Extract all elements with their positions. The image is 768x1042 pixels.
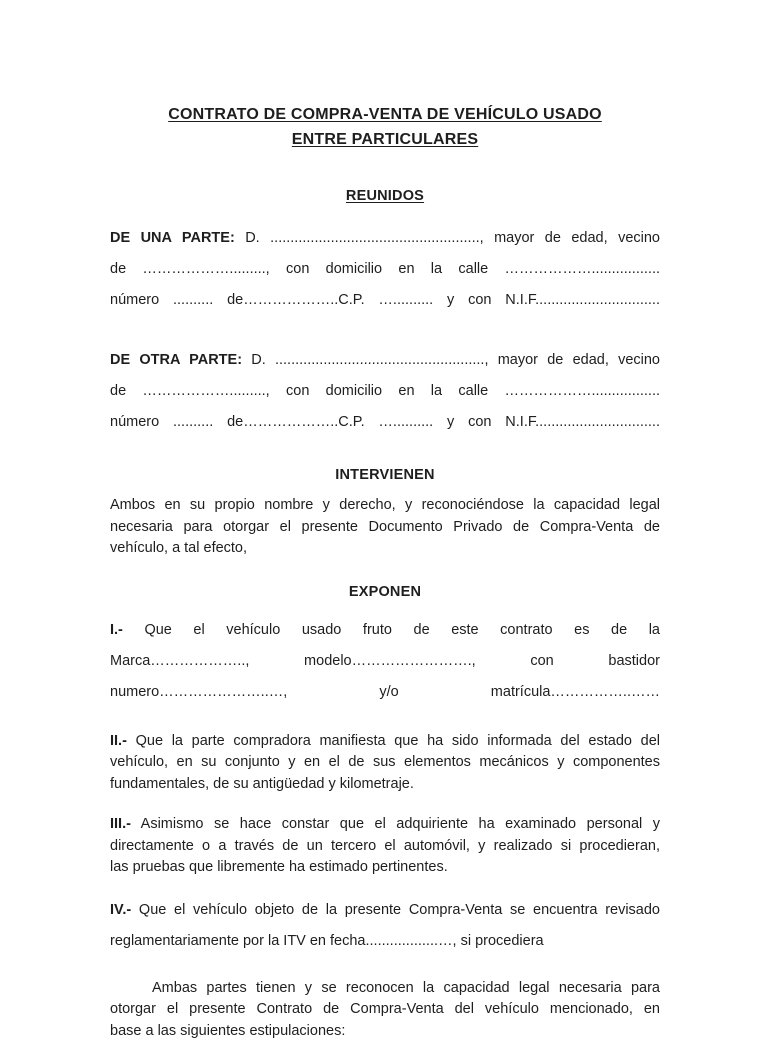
party-one-paragraph [110,223,660,316]
party-one-line3: número .......... de………………..C.P. ….......... y con N.I.F............................... [110,285,660,316]
clause-1-line1 [110,615,660,646]
document-title-line2: ENTRE PARTICULARES [110,127,660,152]
clause-4-line2: reglamentariamente por la ITV en fecha..................…, si procediera [110,926,660,957]
clause-3-line1-text: Asimismo se hace constar que el adquiriente ha examinado personal y [131,816,660,832]
clause-3-line1 [110,814,660,836]
clause-4-line1 [110,895,660,926]
clause-4-paragraph [110,895,660,957]
party-one-line1-text: D. ...................................................., mayor de edad, vecino [235,230,660,246]
intervienen-line3: vehículo, a tal efecto, [110,538,660,560]
party-two-lead: DE OTRA PARTE: [110,352,242,368]
clause-1-line3: numero…………………..…, y/o matrícula……………..…… [110,677,660,708]
party-two-line1-text: D. ...................................................., mayor de edad, vecino [242,352,660,368]
party-two-line3: número .......... de………………..C.P. ….......... y con N.I.F............................... [110,407,660,438]
clause-1-line1-text: Que el vehículo usado fruto de este contrato es de la [123,622,660,638]
closing-line2: otorgar el presente Contrato de Compra-Venta del vehículo mencionado, en [110,999,660,1021]
heading-intervienen: INTERVIENEN [110,467,660,483]
clause-2-number: II.- [110,733,127,749]
clause-3-line3: las pruebas que libremente ha estimado pertinentes. [110,857,660,879]
party-one-line1 [110,223,660,254]
clause-3-paragraph [110,814,660,879]
party-two-line1 [110,345,660,376]
clause-4-line1-text: Que el vehículo objeto de la presente Compra-Venta se encuentra revisado [131,902,660,918]
clause-1-number: I.- [110,622,123,638]
party-one-line2: de ………………........., con domicilio en la calle ………………................. [110,254,660,285]
closing-line3: base a las siguientes estipulaciones: [110,1021,660,1042]
heading-exponen: EXPONEN [110,584,660,600]
clause-3-number: III.- [110,816,131,832]
clause-2-paragraph [110,731,660,796]
party-two-paragraph [110,345,660,438]
clause-3-line2: directamente o a través de un tercero el automóvil, y realizado si procedieran, [110,836,660,858]
intervienen-line2: necesaria para otorgar el presente Documento Privado de Compra-Venta de [110,517,660,539]
heading-reunidos [110,188,660,204]
closing-line1: Ambas partes tienen y se reconocen la capacidad legal necesaria para [110,978,660,1000]
closing-paragraph [110,978,660,1042]
clause-2-line3: fundamentales, de su antigüedad y kilometraje. [110,774,660,796]
clause-1-line2: Marca……………….., modelo……………………., con bastidor [110,646,660,677]
intervienen-paragraph [110,495,660,560]
document-title-line1: CONTRATO DE COMPRA-VENTA DE VEHÍCULO USADO [110,102,660,127]
document-title [110,102,660,152]
clause-2-line1 [110,731,660,753]
heading-reunidos-text: REUNIDOS [346,188,424,204]
clause-1-paragraph [110,615,660,708]
party-one-lead: DE UNA PARTE: [110,230,235,246]
clause-4-number: IV.- [110,902,131,918]
intervienen-line1: Ambos en su propio nombre y derecho, y reconociéndose la capacidad legal [110,495,660,517]
clause-2-line2: vehículo, en su conjunto y en el de sus elementos mecánicos y componentes [110,752,660,774]
party-two-line2: de ………………........., con domicilio en la calle ………………................. [110,376,660,407]
clause-2-line1-text: Que la parte compradora manifiesta que ha sido informada del estado del [127,733,660,749]
